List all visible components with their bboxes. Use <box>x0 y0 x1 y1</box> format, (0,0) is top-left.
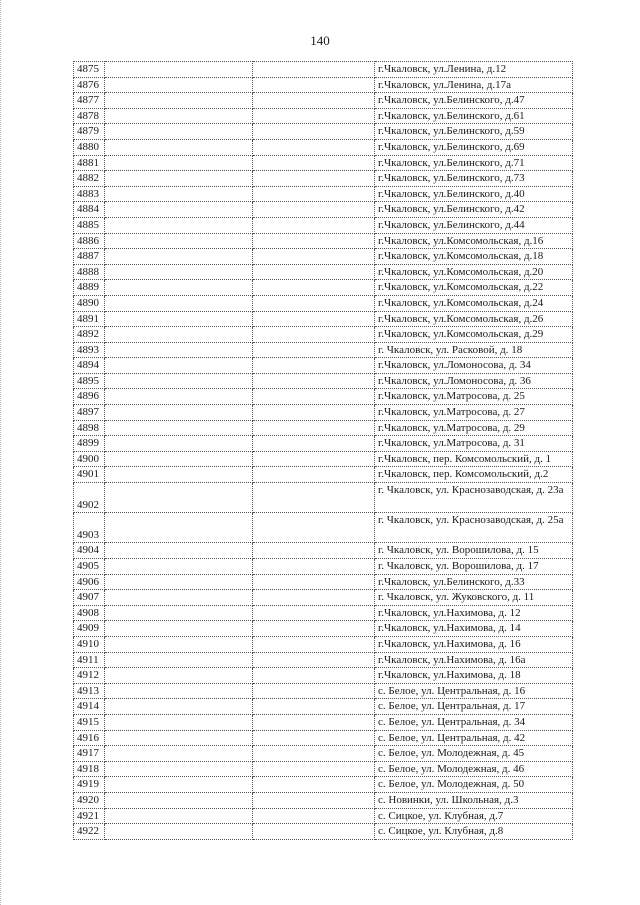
table-row <box>74 605 573 621</box>
table-row <box>74 77 573 93</box>
empty-cell <box>105 186 253 202</box>
empty-cell <box>105 311 253 327</box>
empty-cell <box>105 327 253 343</box>
empty-cell <box>253 699 375 715</box>
table-row <box>74 233 573 249</box>
table-row <box>74 746 573 762</box>
empty-cell <box>105 621 253 637</box>
empty-cell <box>105 280 253 296</box>
address-cell: г.Чкаловск, ул.Нахимова, д. 12 <box>375 605 573 621</box>
row-number: 4904 <box>74 543 105 559</box>
empty-cell <box>105 746 253 762</box>
empty-cell <box>253 652 375 668</box>
empty-cell <box>105 761 253 777</box>
row-number: 4903 <box>74 513 105 543</box>
empty-cell <box>253 668 375 684</box>
address-cell: г.Чкаловск, ул.Комсомольская, д.16 <box>375 233 573 249</box>
empty-cell <box>253 746 375 762</box>
empty-cell <box>253 824 375 840</box>
address-cell: г.Чкаловск, ул.Ломоносова, д. 36 <box>375 373 573 389</box>
empty-cell <box>253 605 375 621</box>
row-number: 4880 <box>74 139 105 155</box>
empty-cell <box>253 311 375 327</box>
address-cell: с. Новинки, ул. Школьная, д.3 <box>375 792 573 808</box>
address-cell: с. Сицкое, ул. Клубная, д.8 <box>375 824 573 840</box>
empty-cell <box>253 761 375 777</box>
row-number: 4893 <box>74 342 105 358</box>
empty-cell <box>253 139 375 155</box>
table-row <box>74 513 573 543</box>
address-cell: г.Чкаловск, ул.Матросова, д. 25 <box>375 389 573 405</box>
empty-cell <box>105 668 253 684</box>
address-cell: г. Чкаловск, ул. Краснозаводская, д. 25а <box>375 513 573 543</box>
empty-cell <box>105 543 253 559</box>
empty-cell <box>105 699 253 715</box>
address-cell: г.Чкаловск, ул.Нахимова, д. 14 <box>375 621 573 637</box>
row-number: 4890 <box>74 295 105 311</box>
address-cell: с. Белое, ул. Центральная, д. 17 <box>375 699 573 715</box>
table-row <box>74 483 573 513</box>
row-number: 4916 <box>74 730 105 746</box>
address-cell: г.Чкаловск, ул.Нахимова, д. 16а <box>375 652 573 668</box>
empty-cell <box>253 249 375 265</box>
empty-cell <box>105 171 253 187</box>
empty-cell <box>105 559 253 575</box>
row-number: 4887 <box>74 249 105 265</box>
empty-cell <box>105 155 253 171</box>
address-cell: г.Чкаловск, ул.Комсомольская, д.18 <box>375 249 573 265</box>
empty-cell <box>253 420 375 436</box>
empty-cell <box>105 249 253 265</box>
table-row <box>74 824 573 840</box>
empty-cell <box>253 436 375 452</box>
address-cell: г. Чкаловск, ул. Расковой, д. 18 <box>375 342 573 358</box>
address-cell: г.Чкаловск, ул.Белинского, д.61 <box>375 108 573 124</box>
empty-cell <box>253 342 375 358</box>
address-cell: г.Чкаловск, ул.Комсомольская, д.22 <box>375 280 573 296</box>
table-row <box>74 777 573 793</box>
address-cell: г. Чкаловск, ул. Краснозаводская, д. 23а <box>375 483 573 513</box>
empty-cell <box>253 451 375 467</box>
address-cell: с. Белое, ул. Центральная, д. 16 <box>375 683 573 699</box>
address-cell: г.Чкаловск, ул.Ленина, д.17а <box>375 77 573 93</box>
page-number: 140 <box>310 33 330 48</box>
table-row <box>74 761 573 777</box>
address-cell: г.Чкаловск, ул.Белинского, д.42 <box>375 202 573 218</box>
empty-cell <box>105 264 253 280</box>
empty-cell <box>253 373 375 389</box>
table-row <box>74 451 573 467</box>
empty-cell <box>105 483 253 513</box>
empty-cell <box>105 574 253 590</box>
table-row <box>74 342 573 358</box>
row-number: 4881 <box>74 155 105 171</box>
address-cell: г.Чкаловск, ул.Белинского, д.44 <box>375 217 573 233</box>
table-row <box>74 420 573 436</box>
empty-cell <box>253 295 375 311</box>
address-table <box>73 61 573 840</box>
empty-cell <box>253 467 375 483</box>
row-number: 4914 <box>74 699 105 715</box>
empty-cell <box>253 808 375 824</box>
row-number: 4919 <box>74 777 105 793</box>
empty-cell <box>253 108 375 124</box>
row-number: 4886 <box>74 233 105 249</box>
table-row <box>74 590 573 606</box>
empty-cell <box>253 62 375 78</box>
row-number: 4878 <box>74 108 105 124</box>
row-number: 4876 <box>74 77 105 93</box>
row-number: 4882 <box>74 171 105 187</box>
empty-cell <box>253 777 375 793</box>
empty-cell <box>253 513 375 543</box>
table-row <box>74 683 573 699</box>
address-cell: г. Чкаловск, ул. Жуковского, д. 11 <box>375 590 573 606</box>
address-cell: с. Белое, ул. Центральная, д. 42 <box>375 730 573 746</box>
table-row <box>74 217 573 233</box>
table-row <box>74 280 573 296</box>
address-cell: с. Сицкое, ул. Клубная, д.7 <box>375 808 573 824</box>
table-row <box>74 792 573 808</box>
row-number: 4915 <box>74 714 105 730</box>
address-cell: г.Чкаловск, пер. Комсомольский, д.2 <box>375 467 573 483</box>
row-number: 4912 <box>74 668 105 684</box>
row-number: 4911 <box>74 652 105 668</box>
address-cell: г.Чкаловск, ул.Белинского, д.59 <box>375 124 573 140</box>
table-row <box>74 621 573 637</box>
empty-cell <box>105 405 253 421</box>
address-cell: г.Чкаловск, ул.Комсомольская, д.29 <box>375 327 573 343</box>
row-number: 4895 <box>74 373 105 389</box>
table-row <box>74 636 573 652</box>
row-number: 4877 <box>74 93 105 109</box>
row-number: 4918 <box>74 761 105 777</box>
row-number: 4896 <box>74 389 105 405</box>
empty-cell <box>105 777 253 793</box>
address-cell: г.Чкаловск, ул.Белинского, д.40 <box>375 186 573 202</box>
empty-cell <box>253 264 375 280</box>
empty-cell <box>105 730 253 746</box>
empty-cell <box>253 636 375 652</box>
table-row <box>74 543 573 559</box>
address-cell: г. Чкаловск, ул. Ворошилова, д. 15 <box>375 543 573 559</box>
table-row <box>74 186 573 202</box>
address-cell: г.Чкаловск, ул.Комсомольская, д.20 <box>375 264 573 280</box>
empty-cell <box>253 483 375 513</box>
empty-cell <box>105 62 253 78</box>
empty-cell <box>253 217 375 233</box>
row-number: 4894 <box>74 358 105 374</box>
table-row <box>74 699 573 715</box>
table-row <box>74 652 573 668</box>
table-row <box>74 124 573 140</box>
row-number: 4898 <box>74 420 105 436</box>
empty-cell <box>105 467 253 483</box>
row-number: 4888 <box>74 264 105 280</box>
address-cell: г.Чкаловск, пер. Комсомольский, д. 1 <box>375 451 573 467</box>
empty-cell <box>105 358 253 374</box>
empty-cell <box>253 543 375 559</box>
empty-cell <box>105 714 253 730</box>
empty-cell <box>253 233 375 249</box>
empty-cell <box>253 792 375 808</box>
address-cell: г.Чкаловск, ул.Белинского, д.47 <box>375 93 573 109</box>
address-cell: г.Чкаловск, ул.Матросова, д. 29 <box>375 420 573 436</box>
empty-cell <box>253 590 375 606</box>
row-number: 4884 <box>74 202 105 218</box>
address-cell: г.Чкаловск, ул.Матросова, д. 27 <box>375 405 573 421</box>
row-number: 4913 <box>74 683 105 699</box>
empty-cell <box>105 824 253 840</box>
empty-cell <box>105 436 253 452</box>
address-cell: г.Чкаловск, ул.Ленина, д.12 <box>375 62 573 78</box>
table-row <box>74 62 573 78</box>
empty-cell <box>253 621 375 637</box>
empty-cell <box>105 792 253 808</box>
row-number: 4885 <box>74 217 105 233</box>
empty-cell <box>105 605 253 621</box>
empty-cell <box>105 108 253 124</box>
row-number: 4905 <box>74 559 105 575</box>
address-cell: с. Белое, ул. Молодежная, д. 46 <box>375 761 573 777</box>
empty-cell <box>253 327 375 343</box>
table-row <box>74 730 573 746</box>
table-row <box>74 171 573 187</box>
empty-cell <box>105 808 253 824</box>
empty-cell <box>253 389 375 405</box>
empty-cell <box>105 202 253 218</box>
table-row <box>74 808 573 824</box>
row-number: 4897 <box>74 405 105 421</box>
empty-cell <box>253 280 375 296</box>
empty-cell <box>105 93 253 109</box>
table-row <box>74 358 573 374</box>
row-number: 4883 <box>74 186 105 202</box>
address-cell: г.Чкаловск, ул.Белинского, д.73 <box>375 171 573 187</box>
row-number: 4889 <box>74 280 105 296</box>
empty-cell <box>105 420 253 436</box>
row-number: 4922 <box>74 824 105 840</box>
empty-cell <box>105 373 253 389</box>
row-number: 4879 <box>74 124 105 140</box>
empty-cell <box>105 139 253 155</box>
table-row <box>74 108 573 124</box>
empty-cell <box>105 124 253 140</box>
row-number: 4902 <box>74 483 105 513</box>
table-row <box>74 559 573 575</box>
table-row <box>74 264 573 280</box>
address-cell: г.Чкаловск, ул.Ломоносова, д. 34 <box>375 358 573 374</box>
empty-cell <box>253 559 375 575</box>
table-row <box>74 139 573 155</box>
address-cell: г.Чкаловск, ул.Комсомольская, д.26 <box>375 311 573 327</box>
table-row <box>74 467 573 483</box>
address-cell: г.Чкаловск, ул.Белинского, д.71 <box>375 155 573 171</box>
address-cell: с. Белое, ул. Молодежная, д. 50 <box>375 777 573 793</box>
address-cell: г.Чкаловск, ул.Белинского, д.69 <box>375 139 573 155</box>
empty-cell <box>105 513 253 543</box>
table-row <box>74 155 573 171</box>
empty-cell <box>105 233 253 249</box>
empty-cell <box>105 652 253 668</box>
row-number: 4906 <box>74 574 105 590</box>
row-number: 4899 <box>74 436 105 452</box>
empty-cell <box>253 186 375 202</box>
empty-cell <box>105 389 253 405</box>
table-row <box>74 311 573 327</box>
address-cell: г.Чкаловск, ул.Белинского, д.33 <box>375 574 573 590</box>
address-cell: г.Чкаловск, ул.Комсомольская, д.24 <box>375 295 573 311</box>
row-number: 4891 <box>74 311 105 327</box>
table-row <box>74 389 573 405</box>
table-row <box>74 249 573 265</box>
row-number: 4907 <box>74 590 105 606</box>
empty-cell <box>253 405 375 421</box>
table-row <box>74 714 573 730</box>
empty-cell <box>105 590 253 606</box>
page-left-edge <box>0 0 2 905</box>
table-row <box>74 436 573 452</box>
empty-cell <box>253 683 375 699</box>
address-cell: г.Чкаловск, ул.Матросова, д. 31 <box>375 436 573 452</box>
empty-cell <box>105 451 253 467</box>
row-number: 4908 <box>74 605 105 621</box>
table-row <box>74 668 573 684</box>
empty-cell <box>253 730 375 746</box>
row-number: 4910 <box>74 636 105 652</box>
empty-cell <box>105 636 253 652</box>
empty-cell <box>253 574 375 590</box>
empty-cell <box>253 155 375 171</box>
empty-cell <box>253 202 375 218</box>
empty-cell <box>253 77 375 93</box>
address-cell: г.Чкаловск, ул.Нахимова, д. 18 <box>375 668 573 684</box>
table-row <box>74 327 573 343</box>
table-row <box>74 202 573 218</box>
address-cell: с. Белое, ул. Молодежная, д. 45 <box>375 746 573 762</box>
address-cell: с. Белое, ул. Центральная, д. 34 <box>375 714 573 730</box>
table-row <box>74 295 573 311</box>
empty-cell <box>253 714 375 730</box>
empty-cell <box>105 683 253 699</box>
row-number: 4901 <box>74 467 105 483</box>
address-cell: г. Чкаловск, ул. Ворошилова, д. 17 <box>375 559 573 575</box>
empty-cell <box>105 342 253 358</box>
address-cell: г.Чкаловск, ул.Нахимова, д. 16 <box>375 636 573 652</box>
empty-cell <box>105 77 253 93</box>
empty-cell <box>253 124 375 140</box>
table-row <box>74 405 573 421</box>
row-number: 4875 <box>74 62 105 78</box>
address-table-body <box>74 62 573 840</box>
table-row <box>74 373 573 389</box>
empty-cell <box>253 93 375 109</box>
row-number: 4921 <box>74 808 105 824</box>
row-number: 4909 <box>74 621 105 637</box>
empty-cell <box>105 295 253 311</box>
row-number: 4892 <box>74 327 105 343</box>
table-row <box>74 93 573 109</box>
row-number: 4900 <box>74 451 105 467</box>
empty-cell <box>105 217 253 233</box>
table-row <box>74 574 573 590</box>
row-number: 4917 <box>74 746 105 762</box>
empty-cell <box>253 358 375 374</box>
row-number: 4920 <box>74 792 105 808</box>
empty-cell <box>253 171 375 187</box>
